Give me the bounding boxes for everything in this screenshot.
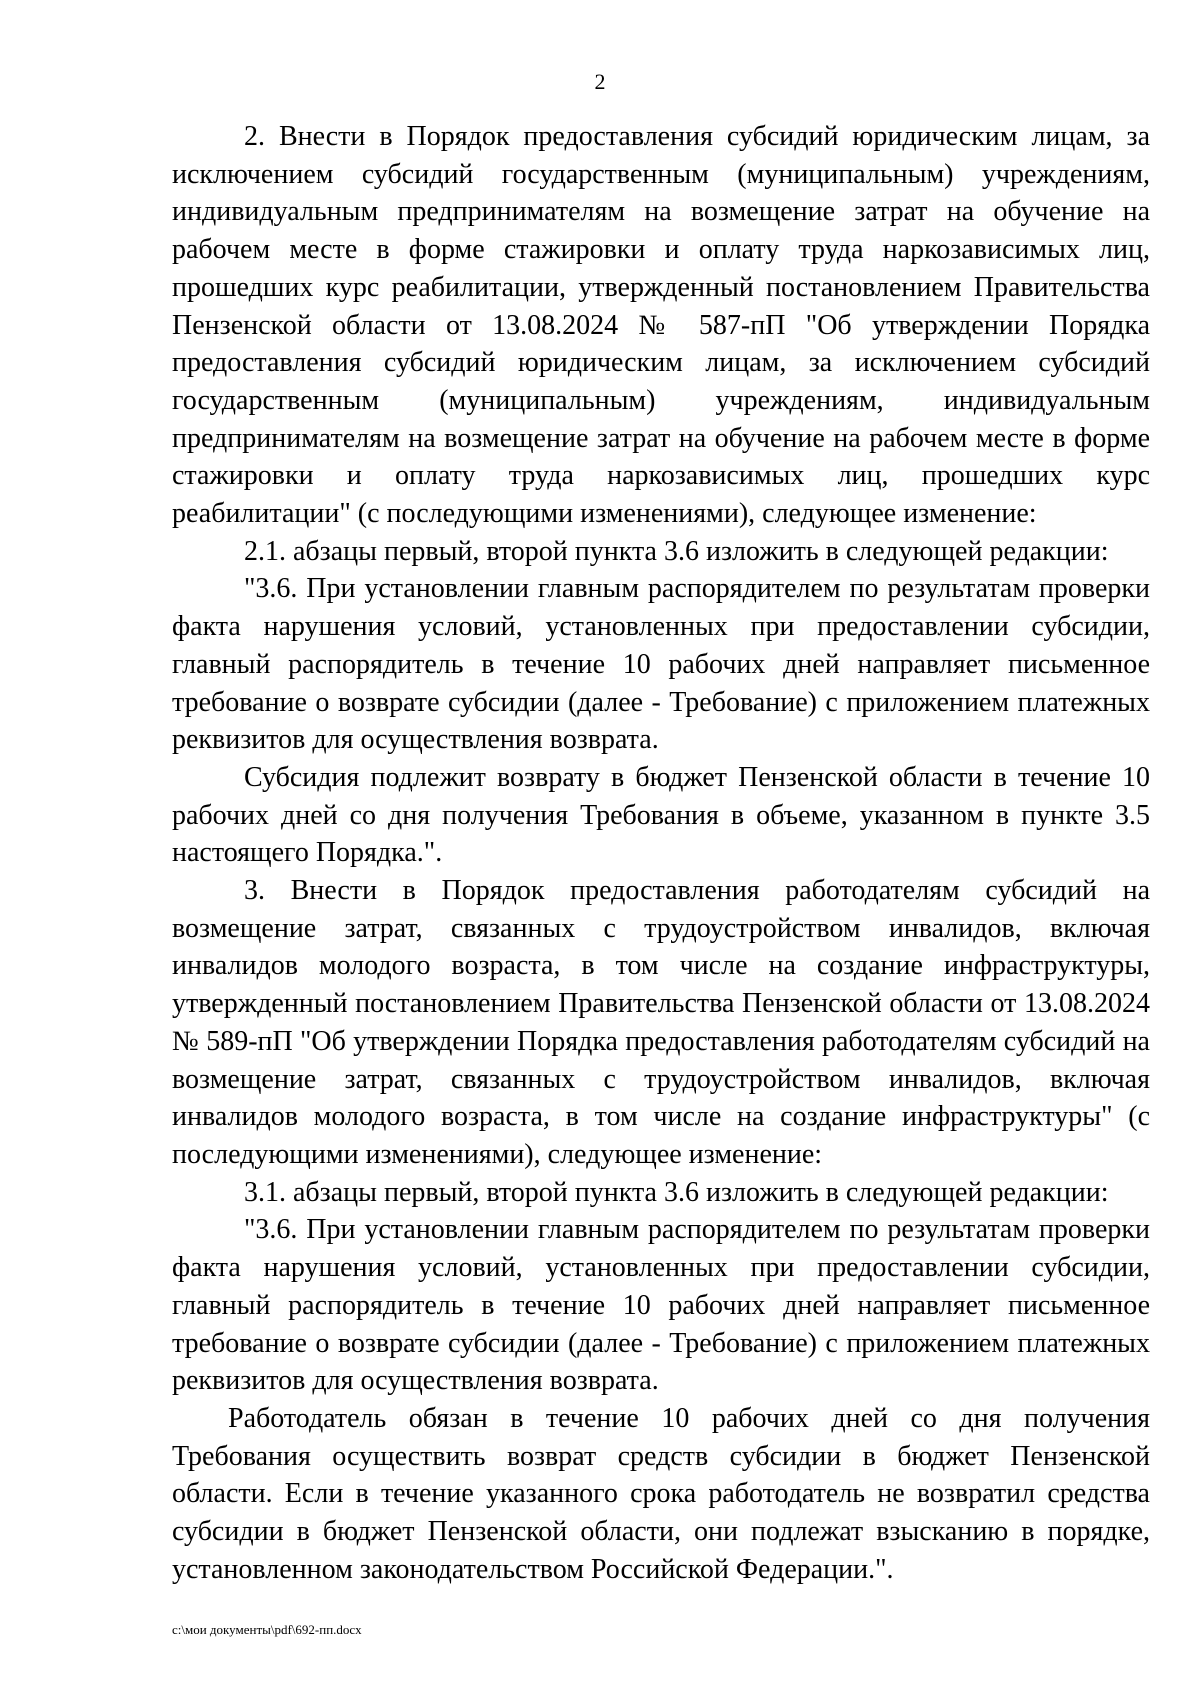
paragraph-item-3: 3. Внести в Порядок предоставления работодателям субсидий на возмещение затрат, связанных с трудоустройством инвалидов, включая инвалидов молодого возраста, в том числе на создание инфраструктуры, утвержденный постановлением Правительства Пензенской области от 13.08.2024 № 589-пП "Об утверждении Порядка предоставления работодателям субсидий на возмещение затрат, связанных с трудоустройством инвалидов, включая инвалидов молодого возраста, в том числе на создание инфраструктуры" (с последующими изменениями), следующее изменение: [172,875,1150,1170]
paragraph-item-2-1: 2.1. абзацы первый, второй пункта 3.6 изложить в следующей редакции: [244,535,1109,567]
paragraph-item-3-1: 3.1. абзацы первый, второй пункта 3.6 изложить в следующей редакции: [244,1176,1109,1208]
paragraph-quote-3-6-second-b: Работодатель обязан в течение 10 рабочих дней со дня получения Требования осуществить возврат средств субсидии в бюджет Пензенской области. Если в течение указанного срока работодатель не возвратил средства субсидии в бюджет Пензенской области, они подлежат взысканию в порядке, установленном законодательством Российской Федерации.". [172,1402,1150,1585]
page-number: 2 [594,69,606,94]
paragraph-quote-3-6-second: Субсидия подлежит возврату в бюджет Пензенской области в течение 10 рабочих дней со дня получения Требования в объеме, указанном в пункте 3.5 настоящего Порядка.". [172,761,1150,869]
document-body [172,118,1150,1588]
paragraph-quote-3-6-first-b: "3.6. При установлении главным распорядителем по результатам проверки факта нарушения условий, установленных при предоставлении субсидии, главный распорядитель в течение 10 рабочих дней направляет письменное требование о возврате субсидии (далее - Требование) с приложением платежных реквизитов для осуществления возврата. [172,1214,1150,1397]
file-path-footer: c:\мои документы\pdf\692-пп.docx [172,1622,362,1637]
paragraph-quote-3-6-first: "3.6. При установлении главным распорядителем по результатам проверки факта нарушения условий, установленных при предоставлении субсидии, главный распорядитель в течение 10 рабочих дней направляет письменное требование о возврате субсидии (далее - Требование) с приложением платежных реквизитов для осуществления возврата. [172,573,1150,756]
paragraph-item-2: 2. Внести в Порядок предоставления субсидий юридическим лицам, за исключением субсидий государственным (муниципальным) учреждениям, индивидуальным предпринимателям на возмещение затрат на обучение на рабочем месте в форме стажировки и оплату труда наркозависимых лиц, прошедших курс реабилитации, утвержденный постановлением Правительства Пензенской области от 13.08.2024 № 587-пП "Об утверждении Порядка предоставления субсидий юридическим лицам, за исключением субсидий государственным (муниципальным) учреждениям, индивидуальным предпринимателям на возмещение затрат на обучение на рабочем месте в форме стажировки и оплату труда наркозависимых лиц, прошедших курс реабилитации" (с последующими изменениями), следующее изменение: [172,121,1150,530]
